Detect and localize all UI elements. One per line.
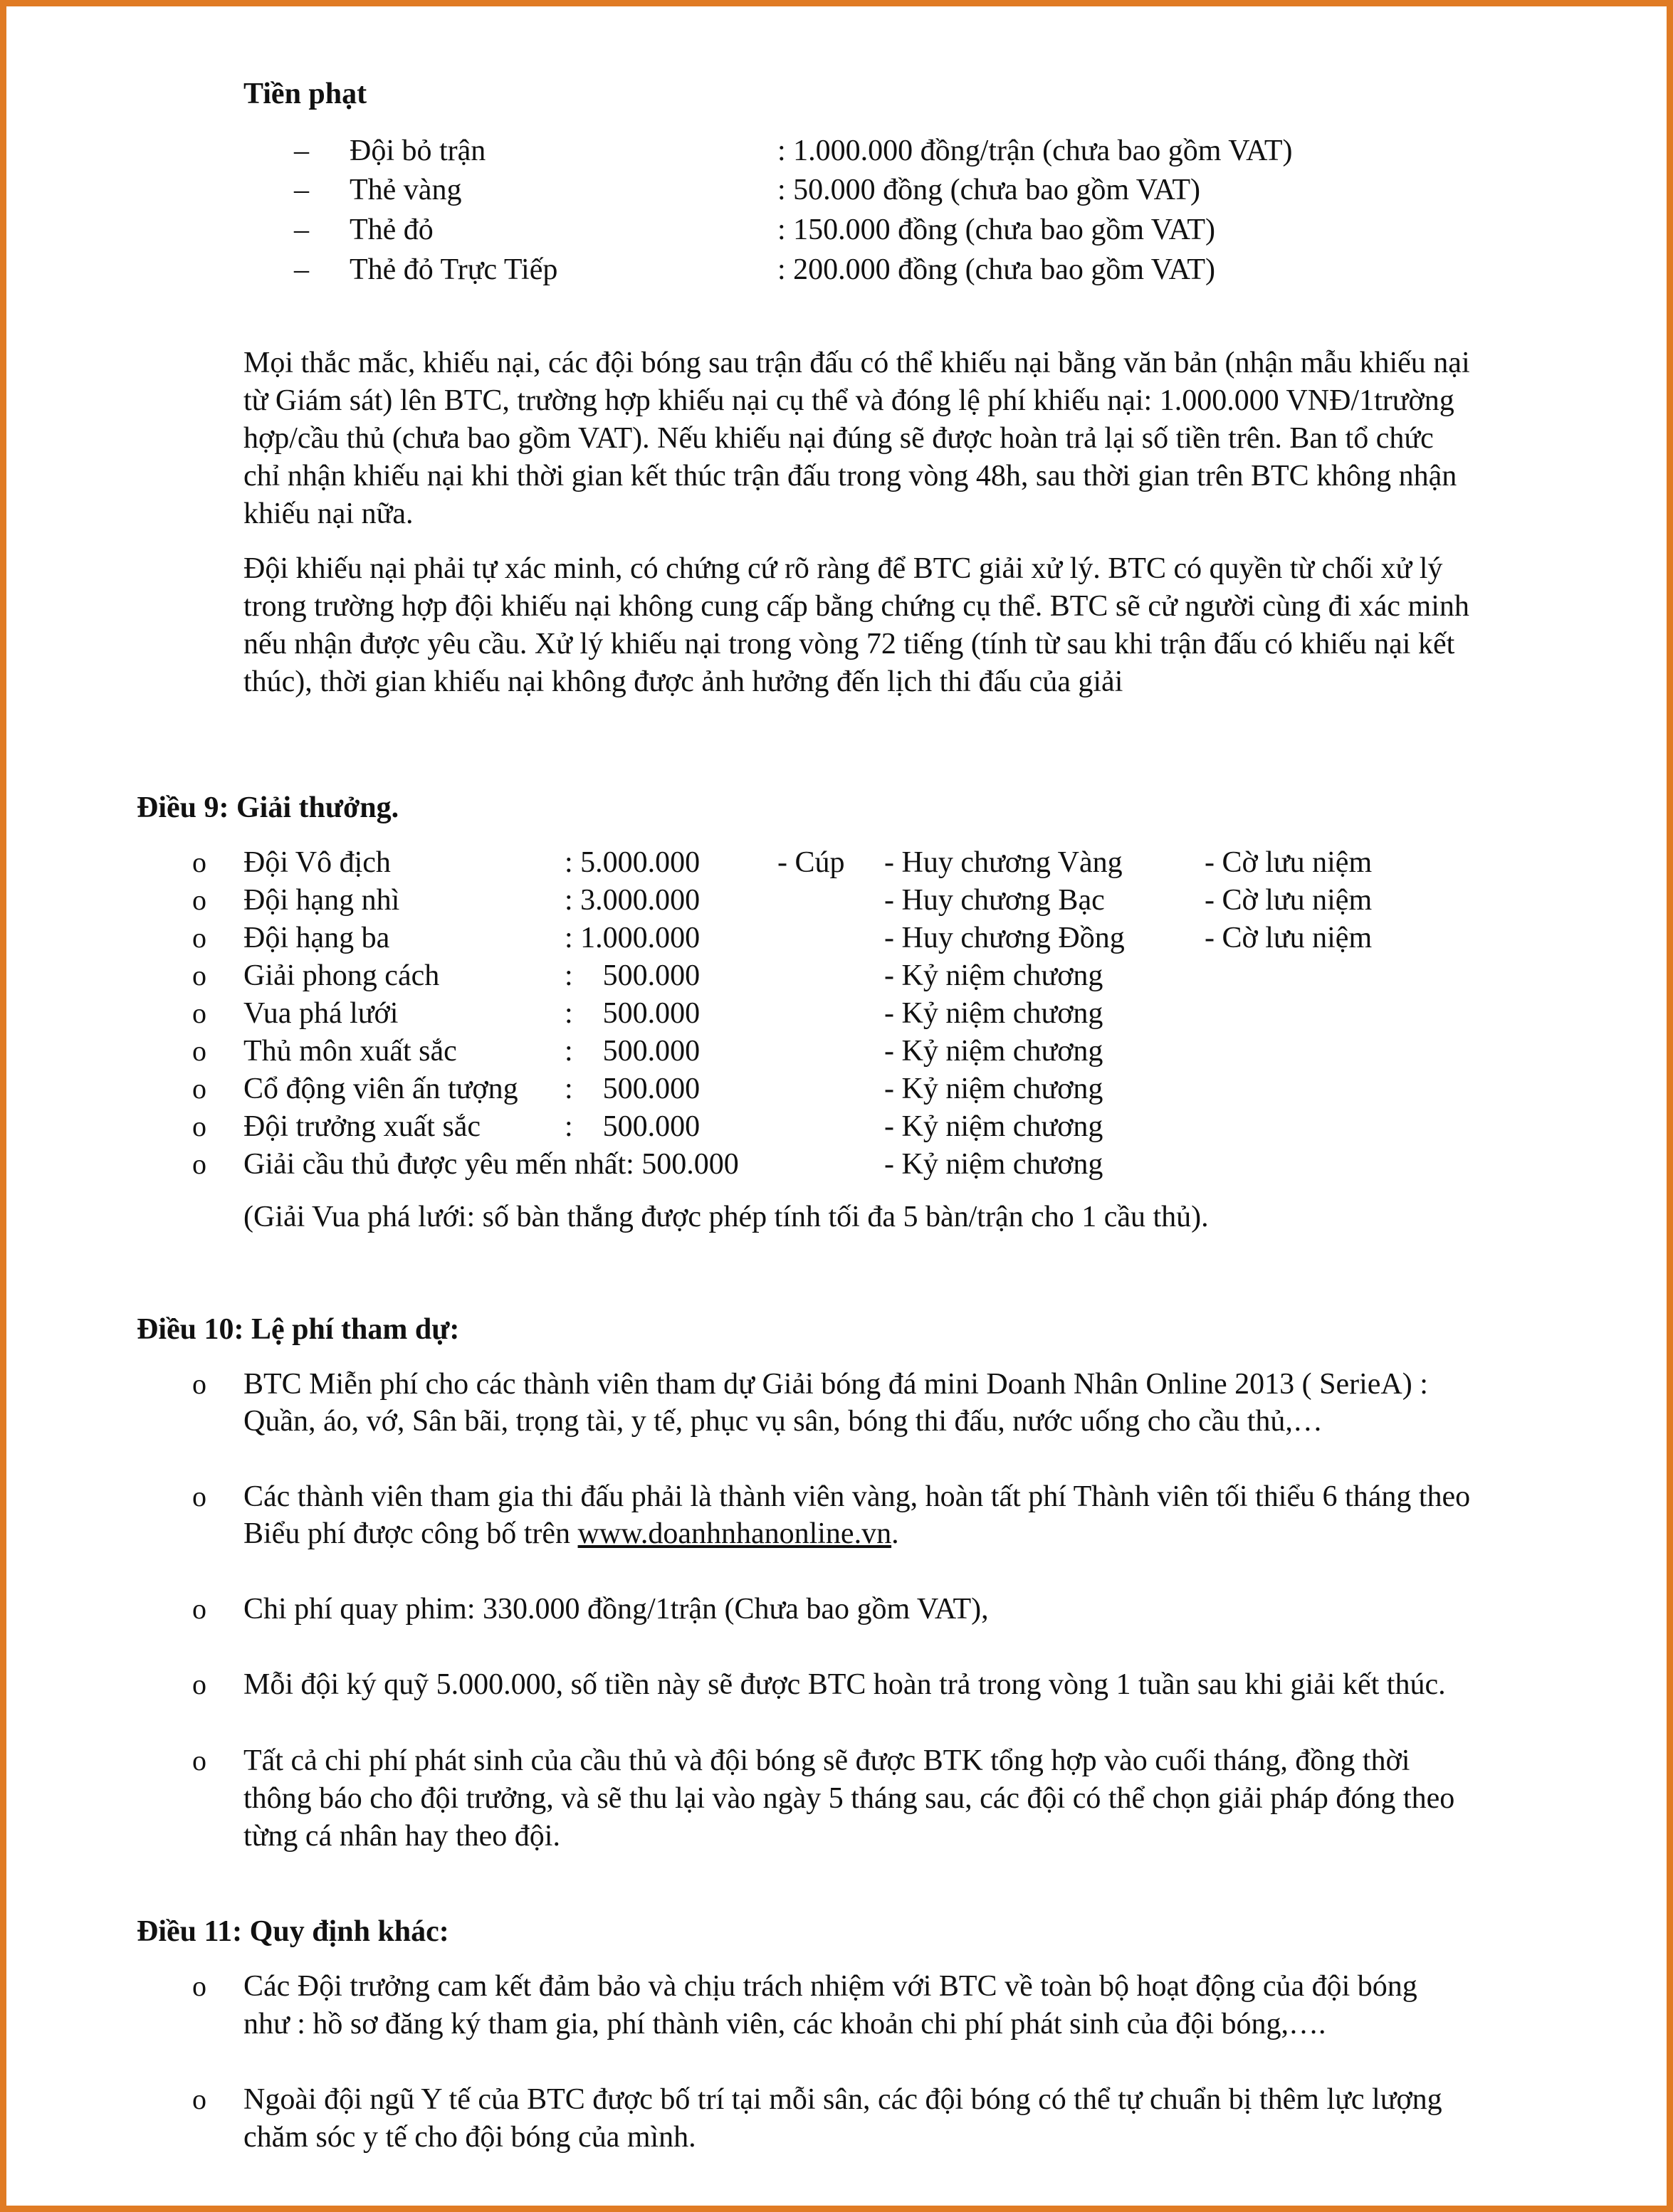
fine-value: : 1.000.000 đồng/trận (chưa bao gồm VAT) [777, 135, 1293, 167]
text-line: như : hồ sơ đăng ký tham gia, phí thành viên, các khoản chi phí phát sinh của đội bóng,…. [243, 2008, 1326, 2040]
bullet-marker: o [192, 1073, 206, 1105]
prize-medal: - Kỷ niệm chương [884, 1148, 1103, 1181]
article-10-heading: Điều 10: Lệ phí tham dự: [137, 1313, 460, 1346]
prize-medal: - Huy chương Đồng [884, 922, 1125, 954]
bullet-marker: o [192, 1035, 206, 1067]
prize-medal: - Kỷ niệm chương [884, 1073, 1103, 1105]
text-line: Mỗi đội ký quỹ 5.000.000, số tiền này sẽ được BTC hoàn trả trong vòng 1 tuần sau khi giải kết thúc. [243, 1668, 1446, 1701]
prize-flag: - Cờ lưu niệm [1205, 884, 1373, 917]
text-line: nếu nhận được yêu cầu. Xử lý khiếu nại trong vòng 72 tiếng (tính từ sau khi trận đấu có khiếu nại kết [243, 628, 1455, 660]
prize-amount: : 500.000 [565, 1073, 701, 1105]
prize-name: Cổ động viên ấn tượng [243, 1073, 518, 1105]
prize-medal: - Huy chương Bạc [884, 884, 1105, 917]
article-9-heading: Điều 9: Giải thưởng. [137, 791, 399, 824]
bullet-marker: o [192, 846, 206, 878]
bullet-marker: o [192, 1368, 206, 1400]
bullet-marker: o [192, 1970, 206, 2002]
text-line: trong trường hợp đội khiếu nại không cung cấp bằng chứng cụ thể. BTC sẽ cử người cùng đi xác minh [243, 590, 1469, 623]
prize-medal: - Kỷ niệm chương [884, 997, 1103, 1030]
dash-marker: – [294, 214, 309, 246]
text-line: thúc), thời gian khiếu nại không được ảnh hưởng đến lịch thi đấu của giải [243, 665, 1123, 698]
text-line [243, 1515, 899, 1552]
fines-heading: Tiền phạt [243, 78, 367, 110]
prize-name: Đội hạng nhì [243, 884, 400, 917]
article-11-heading: Điều 11: Quy định khác: [137, 1915, 449, 1948]
bullet-marker: o [192, 1744, 206, 1776]
fine-value: : 200.000 đồng (chưa bao gồm VAT) [777, 253, 1215, 286]
bullet-marker: o [192, 959, 206, 991]
text-line: Đội khiếu nại phải tự xác minh, có chứng cứ rõ ràng để BTC giải xử lý. BTC có quyền từ chối xử lý [243, 552, 1443, 585]
prize-medal: - Kỷ niệm chương [884, 959, 1103, 992]
prize-medal: - Huy chương Vàng [884, 846, 1123, 879]
text-line: chỉ nhận khiếu nại khi thời gian kết thúc trận đấu trong vòng 48h, sau thời gian trên BTC không nhận [243, 460, 1457, 493]
prize-amount: : 500.000 [565, 1035, 701, 1068]
bullet-marker: o [192, 1480, 206, 1512]
prize-amount: : 500.000 [565, 959, 701, 992]
prize-cup: - Cúp [777, 846, 845, 879]
bullet-marker: o [192, 884, 206, 916]
dash-marker: – [294, 253, 309, 286]
text-line: khiếu nại nữa. [243, 497, 414, 530]
website-link[interactable]: www.doanhnhanonline.vn [577, 1517, 892, 1550]
fine-label: Đội bỏ trận [350, 135, 486, 167]
prize-name: Đội hạng ba [243, 922, 390, 954]
prize-amount: : 500.000 [565, 997, 701, 1030]
fine-label: Thẻ vàng [350, 174, 462, 206]
text-line: Ngoài đội ngũ Y tế của BTC được bố trí tại mỗi sân, các đội bóng có thể tự chuẩn bị thêm lực lượng [243, 2083, 1442, 2116]
prize-name: Giải cầu thủ được yêu mến nhất: 500.000 [243, 1148, 739, 1181]
bullet-marker: o [192, 1148, 206, 1180]
fine-label: Thẻ đỏ Trực Tiếp [350, 253, 558, 286]
text-fragment: . [891, 1517, 899, 1550]
text-line: Chi phí quay phim: 330.000 đồng/1trận (Chưa bao gồm VAT), [243, 1593, 989, 1626]
prize-name: Đội Vô địch [243, 846, 391, 879]
bullet-marker: o [192, 2083, 206, 2115]
prize-name: Đội trưởng xuất sắc [243, 1110, 481, 1143]
dash-marker: – [294, 174, 309, 206]
text-line: BTC Miễn phí cho các thành viên tham dự Giải bóng đá mini Doanh Nhân Online 2013 ( SerieA) : [243, 1368, 1428, 1401]
bullet-marker: o [192, 1668, 206, 1700]
prize-amount: : 5.000.000 [565, 846, 701, 879]
bullet-marker: o [192, 922, 206, 954]
bullet-marker: o [192, 1593, 206, 1625]
prize-flag: - Cờ lưu niệm [1205, 846, 1373, 879]
text-fragment: Biểu phí được công bố trên [243, 1517, 578, 1550]
text-line: từ Giám sát) lên BTC, trường hợp khiếu nại cụ thể và đóng lệ phí khiếu nại: 1.000.000 VNĐ/1trường [243, 384, 1454, 417]
fine-value: : 150.000 đồng (chưa bao gồm VAT) [777, 214, 1215, 246]
text-line: hợp/cầu thủ (chưa bao gồm VAT). Nếu khiếu nại đúng sẽ được hoàn trả lại số tiền trên. Ban tổ chức [243, 422, 1434, 455]
fine-value: : 50.000 đồng (chưa bao gồm VAT) [777, 174, 1200, 206]
prize-amount: : 1.000.000 [565, 922, 701, 954]
prize-amount: : 3.000.000 [565, 884, 701, 917]
prize-amount: : 500.000 [565, 1110, 701, 1143]
prize-note: (Giải Vua phá lưới: số bàn thắng được phép tính tối đa 5 bàn/trận cho 1 cầu thủ). [243, 1201, 1209, 1233]
text-line: Các Đội trưởng cam kết đảm bảo và chịu trách nhiệm với BTC về toàn bộ hoạt động của đội bóng [243, 1970, 1417, 2003]
prize-name: Thủ môn xuất sắc [243, 1035, 457, 1068]
text-line: thông báo cho đội trưởng, và sẽ thu lại vào ngày 5 tháng sau, các đội có thể chọn giải pháp đóng theo [243, 1782, 1455, 1815]
dash-marker: – [294, 135, 309, 167]
text-line: chăm sóc y tế cho đội bóng của mình. [243, 2121, 696, 2154]
bullet-marker: o [192, 997, 206, 1029]
text-line: Mọi thắc mắc, khiếu nại, các đội bóng sau trận đấu có thể khiếu nại bằng văn bản (nhận mẫu khiếu nại [243, 347, 1470, 379]
prize-name: Vua phá lưới [243, 997, 399, 1030]
prize-medal: - Kỷ niệm chương [884, 1035, 1103, 1068]
prize-medal: - Kỷ niệm chương [884, 1110, 1103, 1143]
text-line: từng cá nhân hay theo đội. [243, 1820, 560, 1853]
text-line: Quần, áo, vớ, Sân bãi, trọng tài, y tế, phục vụ sân, bóng thi đấu, nước uống cho cầu thủ,… [243, 1405, 1323, 1438]
fine-label: Thẻ đỏ [350, 214, 434, 246]
prize-name: Giải phong cách [243, 959, 440, 992]
text-line: Các thành viên tham gia thi đấu phải là thành viên vàng, hoàn tất phí Thành viên tối thiểu 6 tháng theo [243, 1480, 1471, 1513]
bullet-marker: o [192, 1110, 206, 1142]
text-line: Tất cả chi phí phát sinh của cầu thủ và đội bóng sẽ được BTK tổng hợp vào cuối tháng, đồng thời [243, 1744, 1410, 1777]
prize-flag: - Cờ lưu niệm [1205, 922, 1373, 954]
